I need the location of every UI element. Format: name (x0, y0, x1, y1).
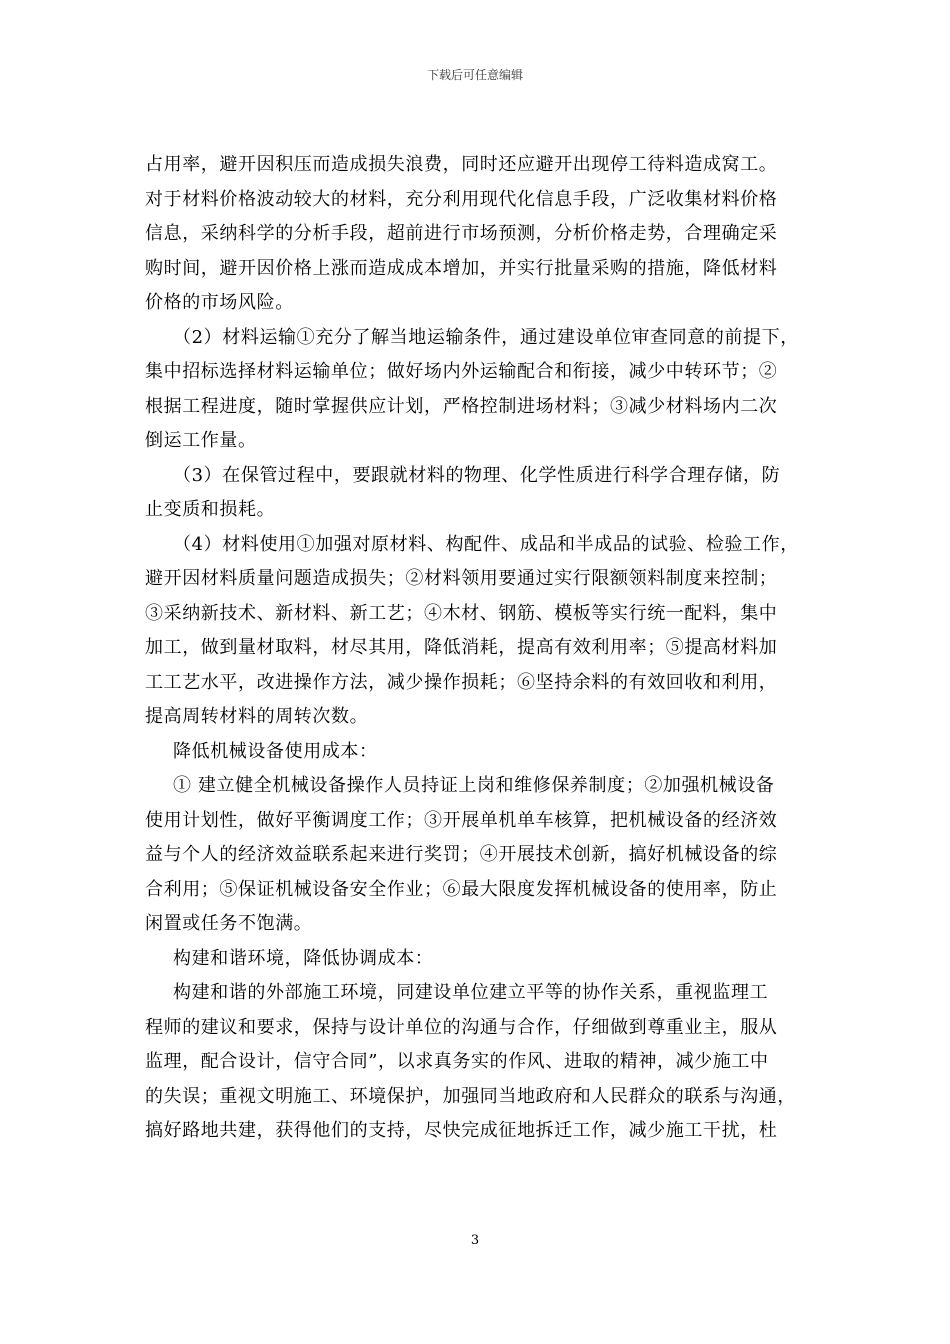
paragraph-start: （4）材料使用①加强对原材料、构配件、成品和半成品的试验、检验工作， (173, 533, 799, 555)
text-line: 对于材料价格波动较大的材料，充分利用现代化信息手段，广泛收集材料价格 (145, 188, 778, 210)
text-line: 止变质和损耗。 (145, 499, 276, 520)
text-line: 程师的建议和要求，保持与设计单位的沟通与合作，仔细做到尊重业主，服从 (145, 1016, 778, 1038)
paragraph-start: 构建和谐的外部施工环境，同建设单位建立平等的协作关系，重视监理工 (173, 982, 769, 1003)
section-heading: 构建和谐环境，降低协调成本： (173, 947, 434, 969)
text-line: 合利用；⑤保证机械设备安全作业；⑥最大限度发挥机械设备的使用率，防止 (145, 878, 778, 900)
text-line: 占用率，避开因积压而造成损失浪费，同时还应避开出现停工待料造成窝工。 (145, 154, 778, 175)
text-line: 倒运工作量。 (145, 430, 257, 451)
text-line: 根据工程进度，随时掌握供应计划，严格控制进场材料；③减少材料场内二次 (145, 395, 778, 417)
text-line: 集中招标选择材料运输单位；做好场内外运输配合和衔接，减少中转环节；② (145, 361, 778, 382)
paragraph-start: （2）材料运输①充分了解当地运输条件，通过建设单位审查同意的前提下， (173, 326, 799, 348)
page-number: 3 (470, 1233, 480, 1248)
text-line: 监理，配合设计，信守合同”，以求真务实的作风、进取的精神，减少施工中 (145, 1051, 769, 1072)
text-line: ③采纳新技术、新材料、新工艺；④木材、钢筋、模板等实行统一配料，集中 (145, 602, 778, 624)
text-line: 提高周转材料的周转次数。 (145, 706, 369, 727)
paragraph-start: ① 建立健全机械设备操作人员持证上岗和维修保养制度；②加强机械设备 (173, 775, 775, 796)
paragraph-start: （3）在保管过程中，要跟就材料的物理、化学性质进行科学合理存储，防 (173, 464, 781, 486)
text-line: 使用计划性，做好平衡调度工作；③开展单机单车核算，把机械设备的经济效 (145, 809, 778, 831)
text-line: 搞好路地共建，获得他们的支持，尽快完成征地拆迁工作，减少施工干扰，杜 (145, 1120, 778, 1141)
page-header: 下载后可任意编辑 (426, 68, 523, 82)
document-body (145, 148, 810, 1149)
text-line: 闲置或任务不饱满。 (145, 913, 313, 934)
text-line: 工工艺水平，改进操作方法，减少操作损耗；⑥坚持余料的有效回收和利用， (145, 671, 778, 693)
text-line: 加工，做到量材取料，材尽其用，降低消耗，提高有效利用率；⑤提高材料加 (145, 637, 778, 658)
text-line: 信息，采纳科学的分析手段，超前进行市场预测，分析价格走势，合理确定采 (145, 223, 778, 244)
text-line: 的失误；重视文明施工、环境保护，加强同当地政府和人民群众的联系与沟通， (145, 1085, 796, 1107)
text-line: 购时间，避开因价格上涨而造成成本增加，并实行批量采购的措施，降低材料 (145, 257, 778, 279)
text-line: 价格的市场风险。 (145, 292, 294, 313)
section-heading: 降低机械设备使用成本： (173, 740, 378, 762)
text-line: 益与个人的经济效益联系起来进行奖罚；④开展技术创新，搞好机械设备的综 (145, 844, 778, 865)
text-line: 避开因材料质量问题造成损失；②材料领用要通过实行限额领料制度来控制； (145, 568, 778, 589)
